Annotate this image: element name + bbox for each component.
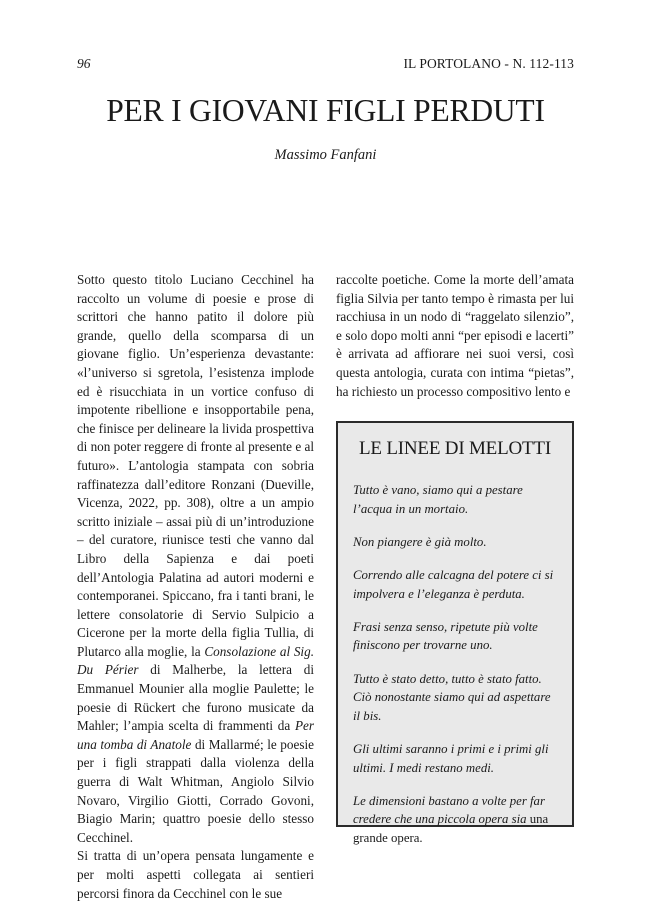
article-author: Massimo Fanfani (274, 147, 377, 163)
book-title-consolazione: Consolazione al Sig. Du Périer (77, 643, 314, 678)
quote-list (353, 481, 558, 862)
quote-item: Tutto è vano, siamo qui a pestare l’acqua in un mortaio. (353, 483, 523, 516)
book-title-tomba: Per una tomba di Anatole (77, 718, 314, 752)
box-title: LE LINEE DI MELOTTI (359, 438, 551, 459)
text-run: di Mallarmé; le poesie per i figli strappati dalla violenza della guerra di Walt Whitman, Angiolo Silvio Novaro, Virgilio Giotti, Corrado Govoni, Biagio Marin; quattro poesie dello stesso Cecchinel. (77, 736, 314, 845)
sidebar-box (336, 421, 574, 845)
article-title: PER I GIOVANI FIGLI PERDUTI (106, 93, 545, 128)
paragraph-2: Si tratta di un’opera pensata lungamente e per molti aspetti collegata ai sentieri percorsi finora da Cecchinel con le sue (77, 848, 314, 901)
quote-text: Le dimensioni bastano a volte per far credere che una piccola opera sia (353, 793, 545, 827)
quote-item: Correndo alle calcagna del potere ci si impolvera e l’eleganza è perduta. (353, 567, 554, 601)
quote-item: Non piangere è già molto. (353, 534, 487, 549)
paragraph-1 (77, 271, 314, 847)
right-column (336, 271, 574, 401)
text-run: Sotto questo titolo Luciano Cecchinel ha raccolto un volume di poesie e prose di scrittori che hanno patito il dolore più grande, quello della scomparsa di un giovane figlio. Un’esperienza devastante: «l’universo si sgretola, l’esistenza implode ed è risucchiata in un vortice confuso di impotente ribellione e insopportabile pena, che finisce per delineare la livida prospettiva di non poter reggere di fronte al presente e al futuro». L’antologia stampata con sobria raffinatezza dall’editore Ronzani (Dueville, Vicenza, 2022, pp. 308), oltre a un ampio scritto iniziale – assai più di un’introduzione – del curatore, riunisce testi che vanno dal Libro della Sapienza e dai poeti dell’Antologia Palatina ad autori moderni e contemporanei. Spiccano, fra i tanti brani, le lettere consolatorie di Servio Sulpicio a Cicerone per la morte della figlia Tullia, di Plutarco alla moglie, la (77, 272, 314, 659)
page-number: 96 (77, 56, 91, 71)
quote-item: Tutto è stato detto, tutto è stato fatto. Ciò nonostante siamo qui ad aspettare il bis. (353, 671, 551, 723)
quote-item: Gli ultimi saranno i primi e i primi gli ultimi. I medi restano medi. (353, 741, 549, 775)
quote-text-plain: una grande opera. (353, 812, 549, 845)
paragraph-3: raccolte poetiche. Come la morte dell’amata figlia Silvia per tanto tempo è rimasta per lui racchiusa in un nodo di “raggelato silenzio”, e solo dopo molti anni “per episodi e lacerti” è arrivata ad affiorare nei suoi versi, così questa antologia, curata con intima “pietas”, ha richiesto un processo compositivo lento e (336, 272, 574, 399)
quote-item: Frasi senza senso, ripetute più volte finiscono per trovarne uno. (353, 619, 538, 653)
quote-item-last (353, 792, 558, 848)
left-column (77, 271, 314, 903)
text-run: di Malherbe, la lettera di Emmanuel Mounier alla moglie Paulette; le poesie di Rückert che furono musicate da Mahler; l’ampia scelta di frammenti da (77, 662, 314, 734)
journal-issue: IL PORTOLANO - N. 112-113 (403, 56, 574, 71)
